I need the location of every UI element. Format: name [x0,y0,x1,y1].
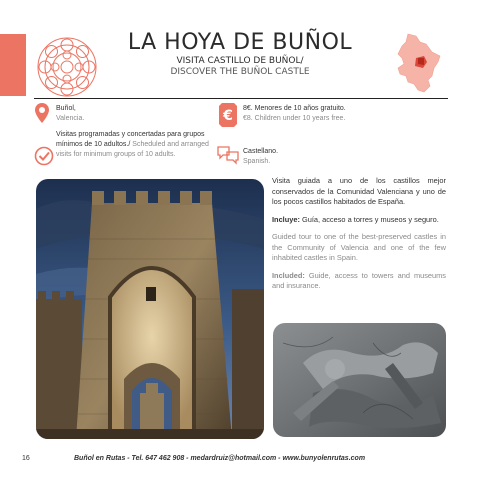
page-subtitle [110,56,370,78]
accent-corner-bar [0,34,26,96]
price-info [243,104,346,124]
price-spanish: 8€. Menores de 10 años gratuito. [243,105,346,112]
includes-english [272,271,446,292]
visits-info [56,130,212,160]
language-english: Spanish. [243,158,271,165]
language-info [243,147,278,167]
svg-text:€: € [223,108,233,124]
includes-text-english: Guide, access to towers and museums and insurance. [272,270,446,290]
mandala-logo [36,36,98,98]
includes-text-spanish: Guía, acceso a torres y museos y seguro. [302,214,439,224]
price-english: €8. Children under 10 years free. [243,115,346,122]
includes-spanish [272,215,446,226]
location-info [56,104,84,124]
description-english: Guided tour to one of the best-preserved castles in the Community of Valencia and one of the few inhabited castles in Spain. [272,232,446,262]
visits-english: Scheduled and arranged visits for minimum groups of 10 adults. [56,141,209,158]
language-spanish: Castellano. [243,148,279,155]
speech-bubbles-icon [216,145,240,165]
valencia-map [394,32,444,94]
includes-label-spanish: Incluye: [272,214,300,224]
includes-label-english: Included: [272,270,305,280]
subtitle-spanish: VISITA CASTILLO DE BUÑOL/ [176,56,304,66]
location-pin-icon [34,102,50,124]
location-region: Valencia. [56,115,85,122]
checkmark-icon [34,146,54,166]
page-number: 16 [22,455,30,462]
castle-gate-photo [36,179,264,439]
description-spanish: Visita guiada a uno de los castillos mejor conservados de la Comunidad Valenciana y uno de los pocos castillos habitados de España. [272,176,446,206]
footer-contact: Buñol en Rutas - Tel. 647 462 908 - medardruiz@hotmail.com - www.bunyolenrutas.com [74,455,366,462]
stone-relief-photo [273,323,446,437]
subtitle-english: DISCOVER THE BUÑOL CASTLE [170,67,310,77]
location-city: Buñol, [56,105,76,112]
description [272,176,446,299]
header-divider [34,98,448,99]
euro-icon [218,102,238,128]
visits-spanish: Visitas programadas y concertadas para grupos mínimos de 10 adultos./ [56,131,205,148]
page-title: LA HOYA DE BUÑOL [127,30,353,55]
